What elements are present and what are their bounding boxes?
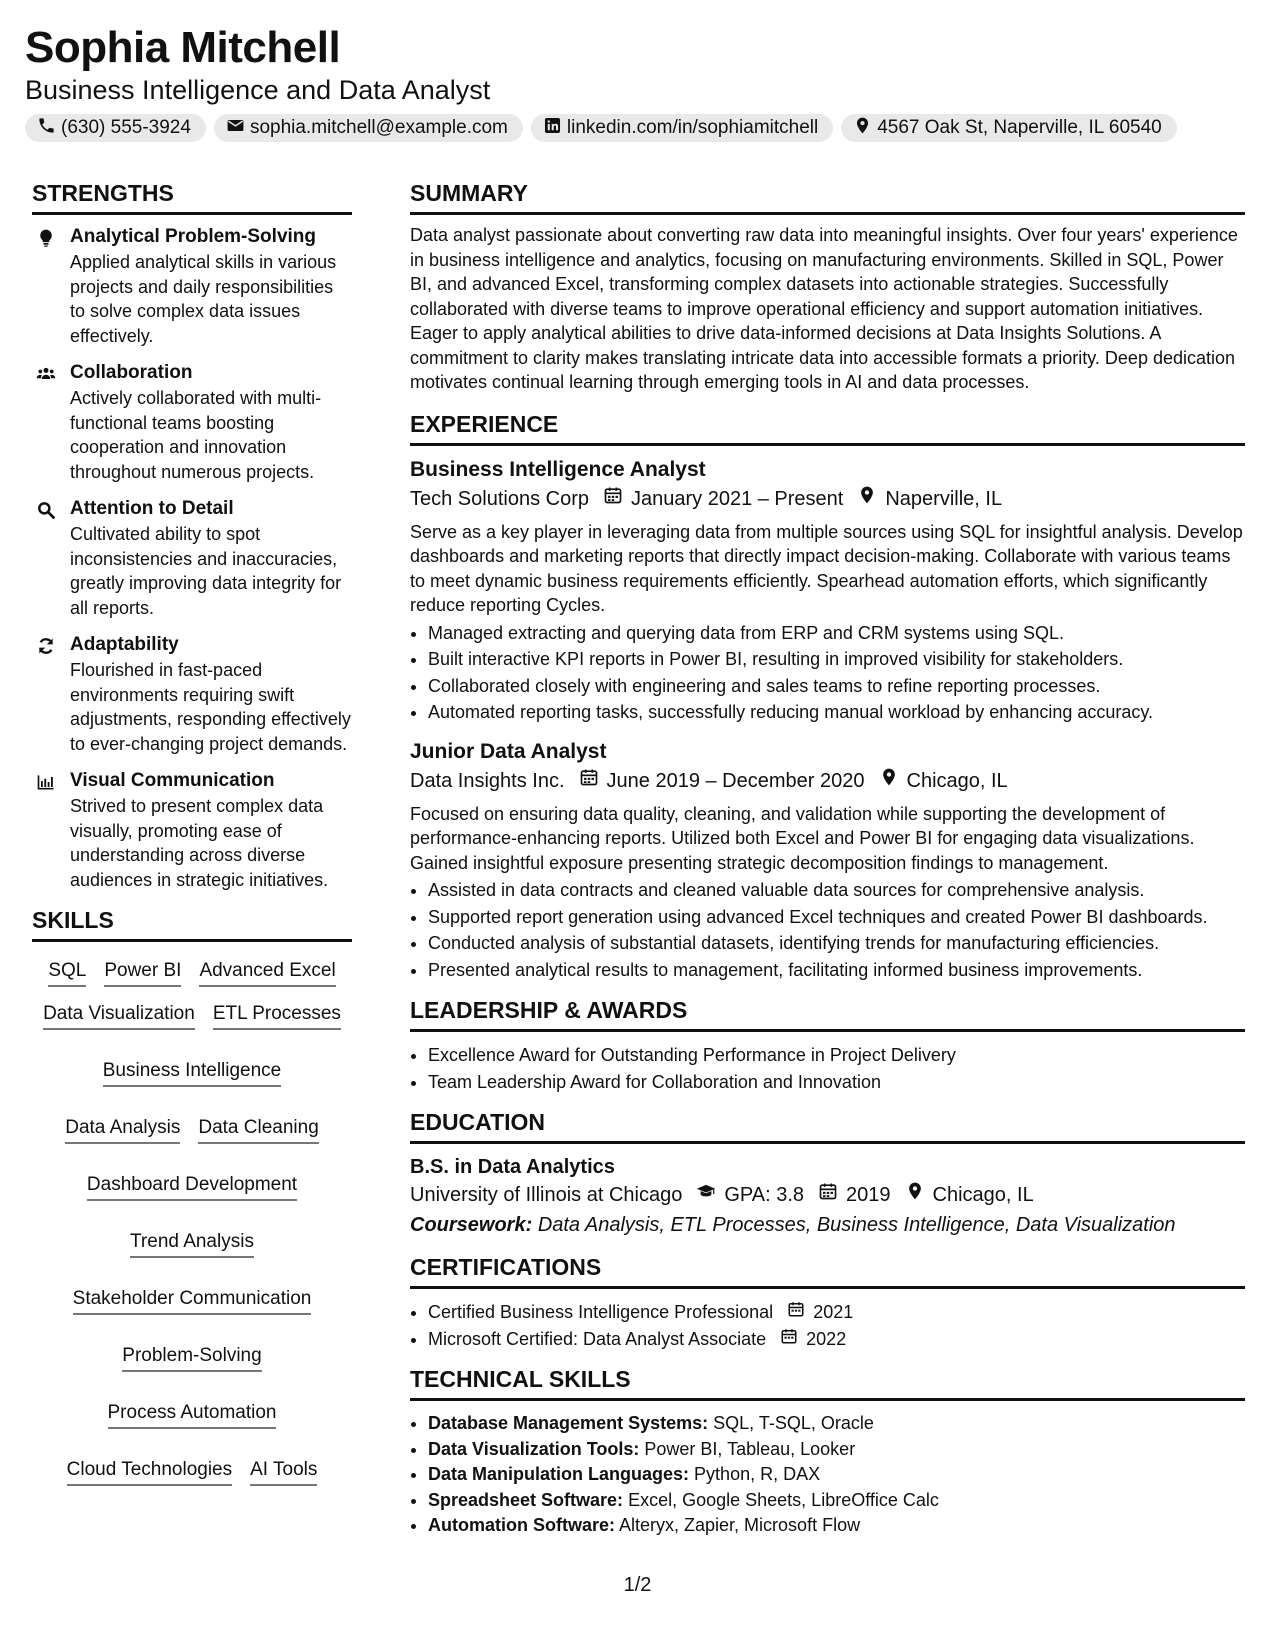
technical-skill-value: Alteryx, Zapier, Microsoft Flow	[619, 1515, 861, 1535]
technical-skills-list	[410, 1411, 1245, 1539]
certification-name: • Microsoft Certified: Data Analyst Associate	[428, 1328, 767, 1349]
experience-heading: EXPERIENCE	[410, 409, 1245, 446]
company-name: Tech Solutions Corp	[410, 487, 589, 510]
certification-item	[428, 1326, 1245, 1353]
strength-title: Attention to Detail	[70, 498, 234, 519]
technical-skill-label: Spreadsheet Software:	[428, 1489, 624, 1510]
job-location: Naperville, IL	[885, 487, 1003, 510]
degree-title: B.S. in Data Analytics	[410, 1156, 615, 1178]
job-bullet: • Supported report generation using advanced Excel techniques and created Power BI dashboards.	[428, 904, 1245, 931]
calendar-icon	[603, 484, 623, 514]
lightbulb-icon	[32, 225, 60, 348]
strength-title: Visual Communication	[70, 770, 275, 791]
technical-skill-value: Power BI, Tableau, Looker	[644, 1438, 856, 1459]
gpa: GPA: 3.8	[724, 1184, 805, 1206]
map-marker-icon	[879, 766, 899, 796]
skills-heading: SKILLS	[32, 905, 352, 942]
job-bullets	[410, 877, 1245, 983]
technical-skill-value: SQL, T-SQL, Oracle	[713, 1413, 874, 1433]
candidate-headline: Business Intelligence and Data Analyst	[25, 75, 491, 105]
map-marker-icon	[905, 1180, 925, 1210]
skill-tag: Problem-Solving	[122, 1343, 261, 1372]
technical-skill-label: Automation Software:	[428, 1515, 615, 1535]
strength-item	[32, 225, 352, 348]
skill-tag: Dashboard Development	[87, 1172, 297, 1201]
summary-text: Data analyst passionate about converting raw data into meaningful insights. Over four years' experience in business intelligence and analytics, focusing on manufacturing environments. Skilled in SQL, Power BI, and advanced Excel, transforming complex datasets into actionable strategies. Successfully collaborated with diverse teams to improve operational efficiency and support automation initiatives. Eager to apply analytical abilities to drive data-informed decisions at Data Insights Solutions. A commitment to clarity makes translating intricate data into accessible formats a priority. Deep dedication motivates continual learning through emerging tools in AI and data processes.	[410, 225, 1238, 392]
certification-item	[428, 1299, 1245, 1326]
skill-tag: AI Tools	[250, 1457, 317, 1486]
address-contact[interactable]	[841, 114, 1176, 142]
coursework	[410, 1210, 1245, 1240]
job-meta	[410, 766, 1245, 796]
skill-tag: Stakeholder Communication	[73, 1286, 312, 1315]
job-bullets	[410, 620, 1245, 726]
certification-year: 2022	[806, 1328, 847, 1349]
skill-tag: Process Automation	[108, 1400, 277, 1429]
coursework-label: Coursework:	[410, 1214, 533, 1236]
search-icon	[32, 497, 60, 620]
strength-desc: Cultivated ability to spot inconsistencies and inaccuracies, greatly improving data integrity for all reports.	[70, 524, 342, 618]
contact-bar	[25, 114, 1177, 142]
skill-tag: Advanced Excel	[199, 958, 335, 987]
phone-icon	[37, 116, 56, 141]
refresh-icon	[32, 633, 60, 756]
education-meta	[410, 1180, 1245, 1210]
skill-tag: Data Visualization	[43, 1001, 195, 1030]
map-marker-icon	[853, 116, 872, 141]
job-title: Junior Data Analyst	[410, 739, 607, 763]
map-marker-icon	[857, 484, 877, 514]
education-section	[410, 1107, 1245, 1240]
certification-year: 2021	[813, 1302, 854, 1322]
calendar-icon	[818, 1180, 838, 1210]
strength-title: Collaboration	[70, 362, 193, 383]
certifications-section	[410, 1252, 1245, 1352]
skill-tag: Trend Analysis	[130, 1229, 254, 1258]
skills-list	[32, 952, 352, 1486]
calendar-icon	[774, 1326, 798, 1353]
job-description: Serve as a key player in leveraging data from multiple sources using SQL for insightful analysis. Develop dashboards and marketing reports that directly impact decision-making. Collaborate with various teams to meet dynamic business requirements efficiently. Spearhead automation efforts, which significantly reduce reporting Cycles.	[410, 521, 1243, 615]
strength-desc: Flourished in fast-paced environments requiring swift adjustments, responding effectively to ever-changing project demands.	[70, 660, 351, 754]
job-description: Focused on ensuring data quality, cleaning, and validation while supporting the development of performance-enhancing reports. Utilized both Excel and Power BI for engaging data visualizations. Gained insightful exposure presenting strategic decomposition findings to management.	[410, 803, 1195, 873]
company-name: Data Insights Inc.	[410, 769, 565, 792]
skill-tag: SQL	[48, 958, 86, 987]
left-column	[32, 178, 352, 1486]
job-entry	[410, 456, 1245, 726]
phone-contact[interactable]	[25, 114, 206, 142]
strength-desc: Strived to present complex data visually, promoting ease of understanding across diverse audiences in strategic initiatives.	[70, 796, 329, 890]
job-bullet: • Managed extracting and querying data from ERP and CRM systems using SQL.	[428, 620, 1245, 647]
strength-title: Adaptability	[70, 634, 179, 655]
award-item: • Excellence Award for Outstanding Performance in Project Delivery	[428, 1042, 1245, 1069]
award-list	[410, 1042, 1245, 1095]
technical-skills-heading: TECHNICAL SKILLS	[410, 1364, 1245, 1401]
linkedin-text: linkedin.com/in/sophiamitchell	[566, 117, 819, 138]
certification-list	[410, 1299, 1245, 1352]
graduation-year: 2019	[846, 1184, 891, 1206]
technical-skills-section	[410, 1364, 1245, 1539]
users-icon	[32, 361, 60, 484]
strength-item	[32, 497, 352, 620]
address-text: 4567 Oak St, Naperville, IL 60540	[877, 117, 1162, 138]
strength-desc: Actively collaborated with multi-functional teams boosting cooperation and innovation throughout numerous projects.	[70, 388, 322, 482]
school-name: University of Illinois at Chicago	[410, 1184, 683, 1206]
job-bullet: • Conducted analysis of substantial datasets, identifying trends for manufacturing efficiencies.	[428, 930, 1245, 957]
job-bullet: • Assisted in data contracts and cleaned valuable data sources for comprehensive analysis.	[428, 877, 1245, 904]
strength-item	[32, 633, 352, 756]
job-location: Chicago, IL	[906, 769, 1008, 792]
technical-skill-item	[428, 1437, 1245, 1463]
skill-tag: Business Intelligence	[103, 1058, 282, 1087]
job-bullet: • Presented analytical results to management, facilitating informed business improvements.	[428, 957, 1245, 984]
certification-name: • Certified Business Intelligence Professional	[428, 1302, 774, 1322]
leadership-section	[410, 995, 1245, 1095]
email-icon	[226, 116, 245, 141]
skill-tag: Data Analysis	[65, 1115, 180, 1144]
page-number: 1/2	[623, 1574, 652, 1596]
skill-tag: Cloud Technologies	[67, 1457, 233, 1486]
linkedin-contact[interactable]	[531, 114, 833, 142]
strength-desc: Applied analytical skills in various projects and daily responsibilities to solve complex data issues effectively.	[70, 252, 337, 346]
job-bullet: • Automated reporting tasks, successfully reducing manual workload by enhancing accuracy.	[428, 699, 1245, 726]
school-location: Chicago, IL	[932, 1184, 1034, 1206]
phone-text: (630) 555-3924	[61, 117, 191, 138]
certifications-heading: CERTIFICATIONS	[410, 1252, 1245, 1289]
skill-tag: Power BI	[104, 958, 181, 987]
education-heading: EDUCATION	[410, 1107, 1245, 1144]
technical-skill-item	[428, 1411, 1245, 1437]
coursework-list: Data Analysis, ETL Processes, Business Intelligence, Data Visualization	[537, 1214, 1176, 1236]
strength-item	[32, 769, 352, 892]
job-dates: January 2021 – Present	[630, 487, 844, 510]
strength-title: Analytical Problem-Solving	[70, 226, 316, 247]
linkedin-icon	[543, 116, 562, 141]
technical-skill-item	[428, 1462, 1245, 1488]
technical-skill-label: Database Management Systems:	[428, 1413, 709, 1433]
skill-tag: ETL Processes	[213, 1001, 341, 1030]
email-text: sophia.mitchell@example.com	[249, 117, 508, 138]
calendar-icon	[579, 766, 599, 796]
job-title: Business Intelligence Analyst	[410, 457, 706, 481]
strengths-heading: STRENGTHS	[32, 178, 352, 215]
award-item: • Team Leadership Award for Collaboration and Innovation	[428, 1069, 1245, 1096]
candidate-name: Sophia Mitchell	[25, 23, 341, 72]
job-meta	[410, 484, 1245, 514]
graduation-cap-icon	[696, 1180, 716, 1210]
technical-skill-label: Data Visualization Tools:	[428, 1438, 640, 1459]
right-column	[410, 178, 1245, 1551]
job-bullet: • Built interactive KPI reports in Power BI, resulting in improved visibility for stakeholders.	[428, 646, 1245, 673]
technical-skill-label: Data Manipulation Languages:	[428, 1464, 690, 1484]
technical-skill-item	[428, 1488, 1245, 1514]
technical-skill-value: Excel, Google Sheets, LibreOffice Calc	[628, 1489, 939, 1510]
email-contact[interactable]	[214, 114, 523, 142]
technical-skill-item	[428, 1513, 1245, 1539]
summary-heading: SUMMARY	[410, 178, 1245, 215]
bar-chart-icon	[32, 769, 60, 892]
leadership-heading: LEADERSHIP & AWARDS	[410, 995, 1245, 1032]
strength-item	[32, 361, 352, 484]
technical-skill-value: Python, R, DAX	[694, 1464, 821, 1484]
job-entry	[410, 738, 1245, 984]
skill-tag: Data Cleaning	[198, 1115, 318, 1144]
job-bullet: • Collaborated closely with engineering and sales teams to refine reporting processes.	[428, 673, 1245, 700]
calendar-icon	[781, 1299, 805, 1326]
job-dates: June 2019 – December 2020	[606, 769, 865, 792]
